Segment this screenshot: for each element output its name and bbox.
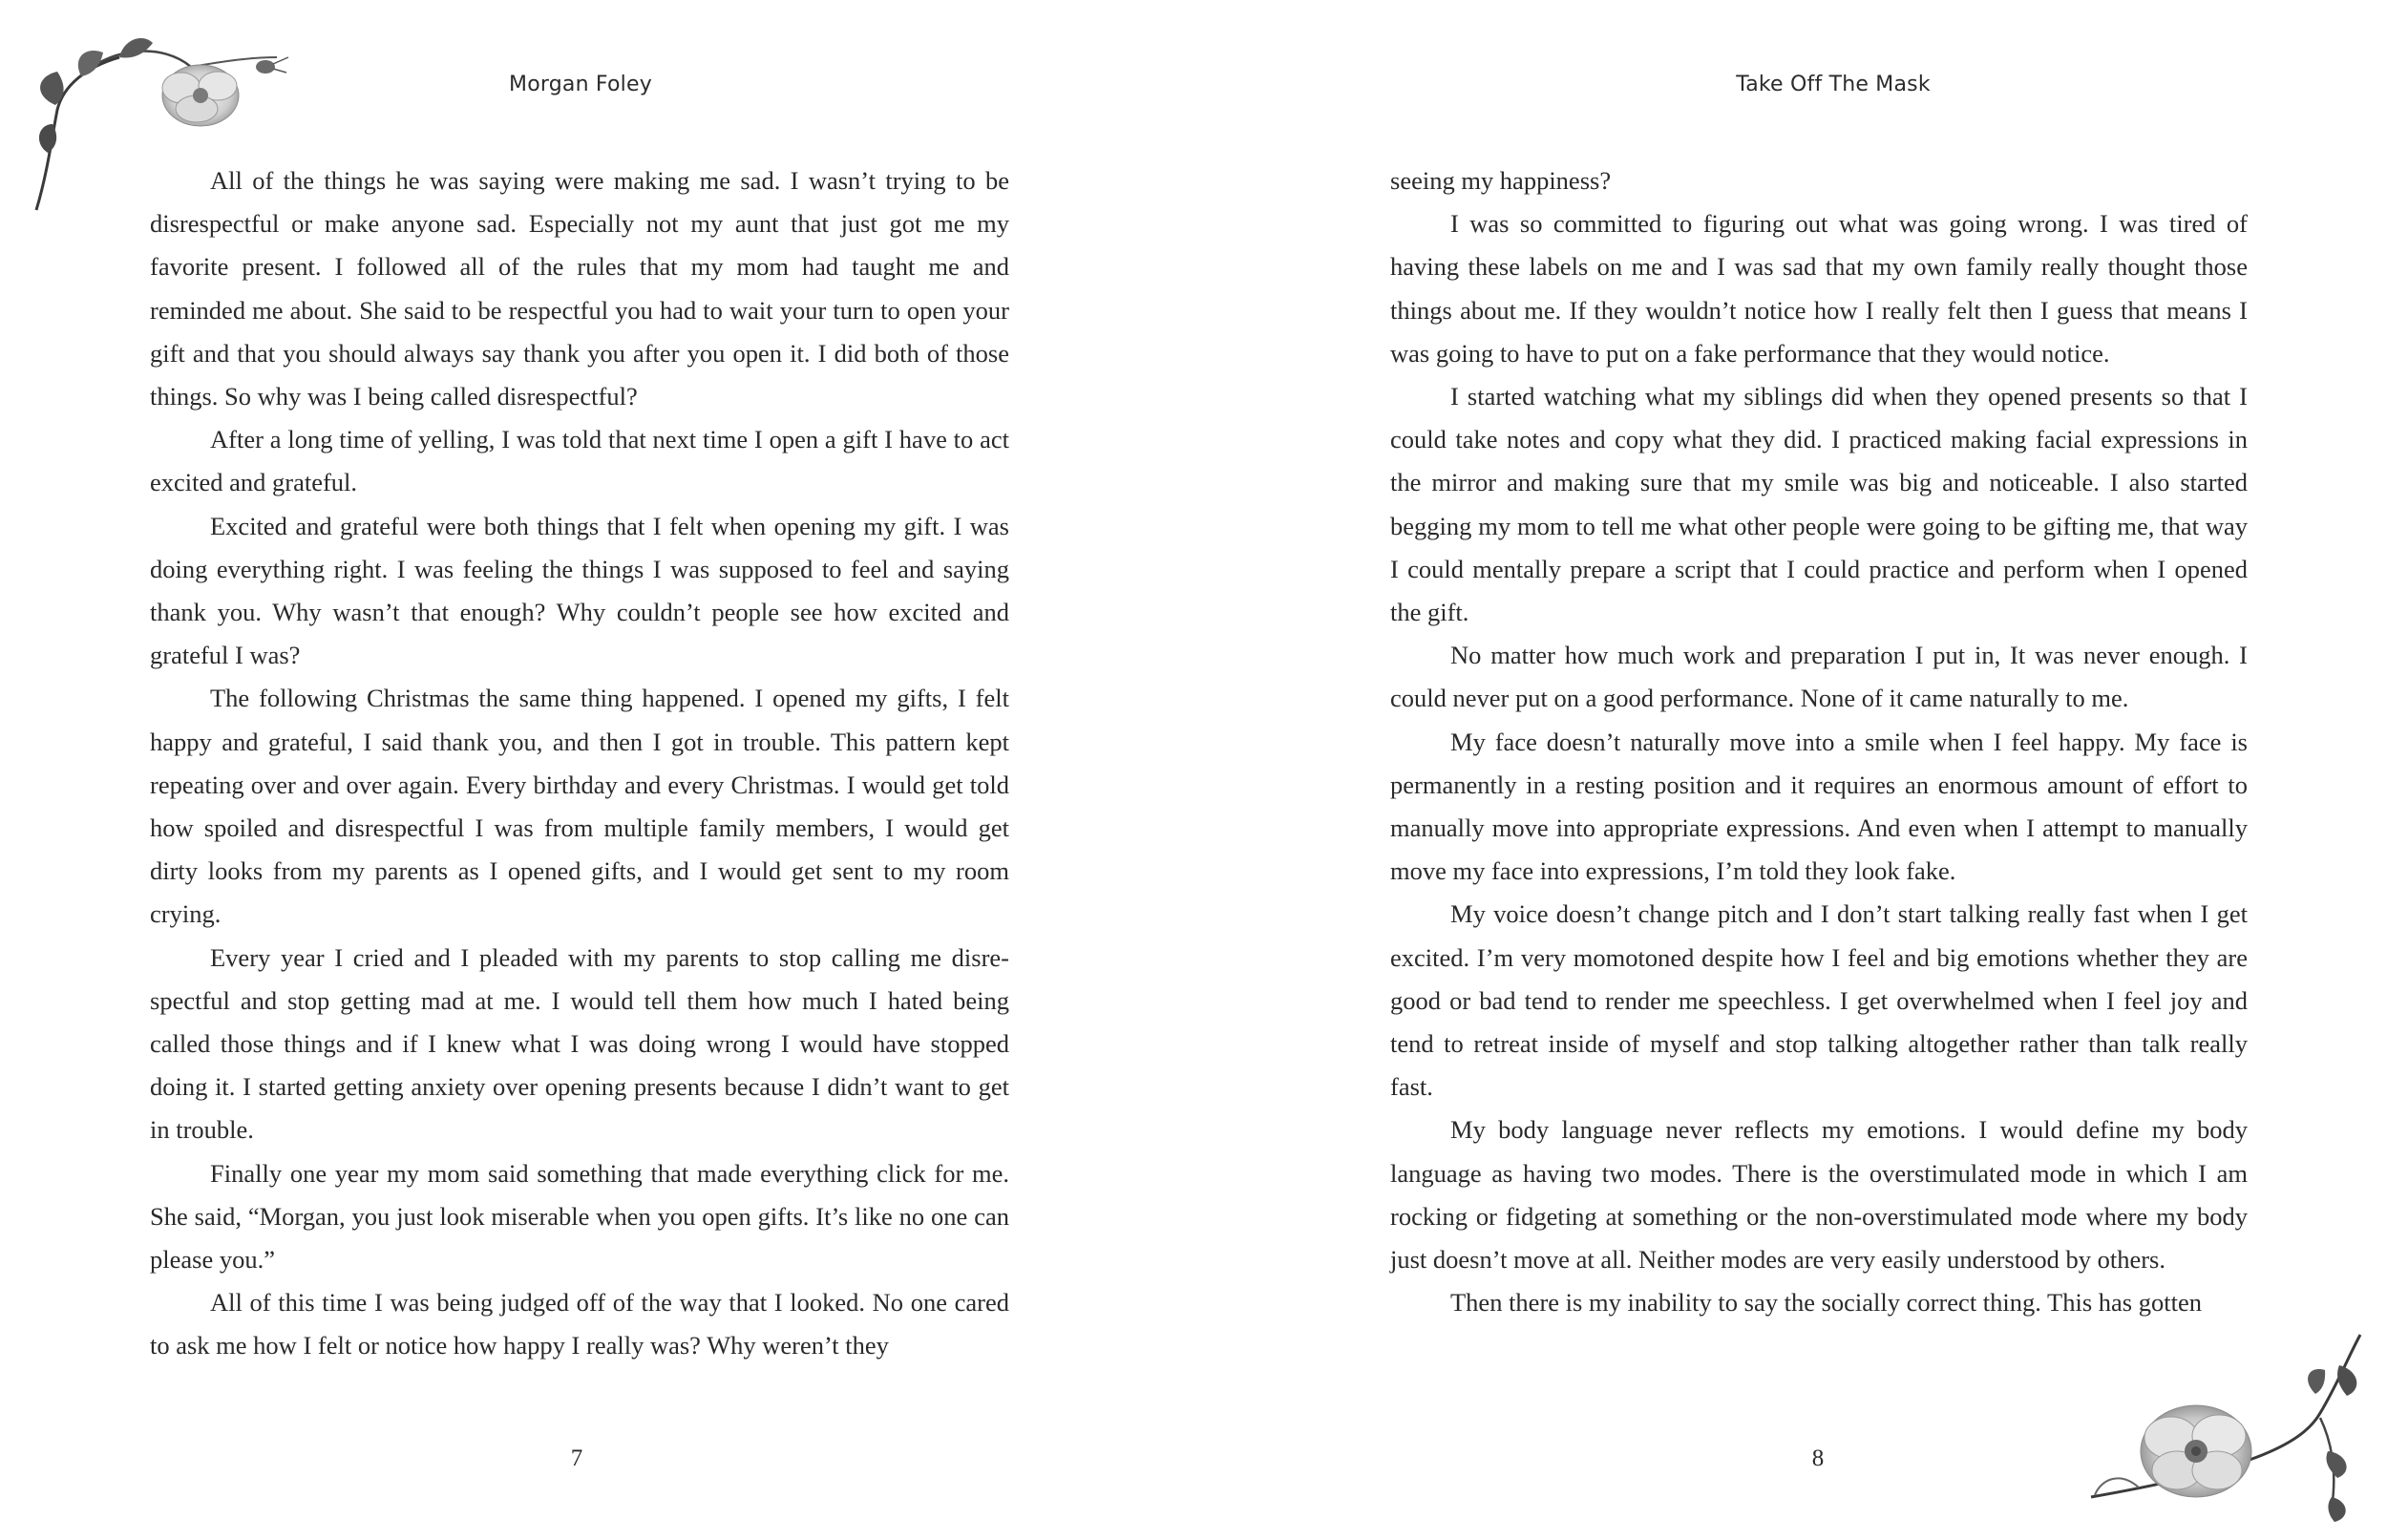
paragraph: The following Christmas the same thing happened. I opened my gifts, I felt happy and grateful, I said thank you, and then I got in trouble. This pattern kept repeating over and over again. Every birthday and every Christmas. I would get told how spoiled and disrespectful I was from multiple family members, I would get dirty looks from my parents as I opened gifts, and I would get sent to my room crying. (150, 684, 1009, 929)
paragraph: My body language never reflects my emotions. I would define my body language as having two modes. There is the overstimulated mode in which I am rocking or fidgeting at something or the non-overstimulated mode where my body just doesn’t move at all. Neither modes are very easily understood by others. (1390, 1115, 2248, 1275)
paragraph: Then there is my inability to say the socially correct thing. This has gotten (1450, 1288, 2202, 1318)
paragraph: After a long time of yelling, I was told that next time I open a gift I have to act excited and grateful. (150, 425, 1009, 497)
paragraph: I was so committed to figuring out what was going wrong. I was tired of having these labels on me and I was sad that my own family really thought those things about me. If they wouldn’t notice how I really felt then I guess that means I was going to have to put on a fake performance that they would notice. (1390, 209, 2248, 368)
right-page (1194, 0, 2387, 1540)
rose-branch-icon (2081, 1327, 2368, 1532)
page-number: 8 (1811, 1445, 1825, 1471)
paragraph: All of the things he was saying were making me sad. I wasn’t trying to be disrespectful or make anyone sad. Especially not my aunt that just got me my favorite present. I followed all of the rules that my mom had taught me and reminded me about. She said to be respectful you had to wait your turn to open your gift and that you should always say thank you after you open it. I did both of those things. So why was I being called disrespectful? (150, 166, 1009, 411)
paragraph: I started watching what my siblings did when they opened presents so that I could take notes and copy what they did. I practiced making facial expressions in the mirror and making sure that my smile was big and noticeable. I also started begging my mom to tell me what other people were going to be gifting me, that way I could mentally prepare a script that I could practice and perform when I opened the gift. (1390, 382, 2248, 627)
running-head: Take Off The Mask (1736, 73, 1931, 96)
paragraph: My face doesn’t naturally move into a smile when I feel happy. My face is permanently in a resting position and it requires an enormous amount of effort to manually move into appropriate expressions. And even when I attempt to manually move my face into expressions, I’m told they look fake. (1390, 727, 2248, 886)
paragraph: Every year I cried and I pleaded with my parents to stop calling me disrespectful and stop getting mad at me. I would tell them how much I hated being called those things and if I knew what I was doing wrong I would have stopped doing it. I started getting anxiety over opening presents because I didn’t want to get in trouble. (150, 942, 1009, 1145)
page-body-text (1390, 159, 2248, 1324)
paragraph-continued: seeing my happiness? (1390, 166, 1612, 195)
paragraph: Finally one year my mom said something that made everything click for me. She said, “Morgan, you just look miserable when you open gifts. It’s like no one can please you.” (150, 1158, 1009, 1275)
paragraph: All of this time I was being judged off of the way that I looked. No one cared to ask me how I felt or notice how happy I really was? Why weren’t they (150, 1288, 1009, 1361)
paragraph: Excited and grateful were both things that I felt when opening my gift. I was doing everything right. I was feeling the things I was supposed to feel and saying thank you. Why wasn’t that enough? Why couldn’t people see how excited and grateful I was? (150, 511, 1009, 670)
paragraph: No matter how much work and preparation I put in, It was never enough. I could never put on a good performance. None of it came naturally to me. (1390, 641, 2248, 713)
page-body-text (150, 159, 1009, 1368)
page-number: 7 (570, 1445, 583, 1471)
running-head: Morgan Foley (509, 73, 652, 96)
paragraph: My voice doesn’t change pitch and I don’t start talking really fast when I get excited. I’m very momotoned despite how I feel and big emotions whether they are good or bad tend to render me speechless. I get overwhelmed when I feel joy and tend to retreat inside of myself and stop talking altogether rather than talk really fast. (1390, 899, 2248, 1102)
